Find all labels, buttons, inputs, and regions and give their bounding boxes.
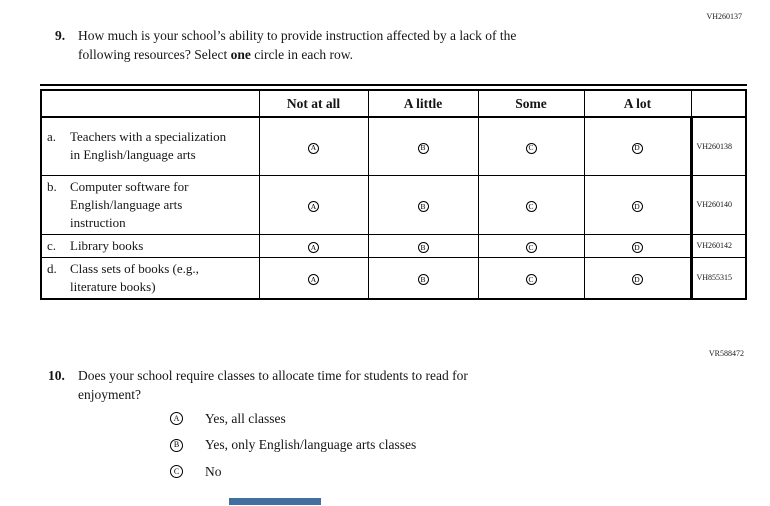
row-ref-code: VH260138 (691, 117, 746, 175)
question-10-number: 10. (48, 368, 65, 383)
row-text: Teachers with a specialization in English/language arts (70, 129, 227, 163)
answer-cell (584, 234, 691, 257)
row-ref-code: VH260140 (691, 175, 746, 234)
row-letter: a. (47, 129, 57, 145)
header-a-lot: A lot (584, 88, 691, 118)
row-text: Class sets of books (e.g., literature books) (70, 260, 199, 294)
footer-page-bar (229, 498, 321, 505)
answer-cell (259, 234, 368, 257)
q10-option (170, 438, 416, 453)
question-9 (55, 27, 516, 64)
answer-bubble-b[interactable]: B (418, 274, 429, 285)
answer-bubble-b[interactable]: B (418, 143, 429, 154)
answer-bubble-b[interactable]: B (418, 201, 429, 212)
row-label (41, 257, 259, 299)
table-header-row (41, 88, 746, 118)
answer-bubble-d[interactable]: D (632, 274, 643, 285)
row-label (41, 234, 259, 257)
answer-bubble-a[interactable]: A (170, 412, 183, 425)
row-text: Computer software for English/language arts instruction (70, 178, 189, 230)
answer-cell (368, 117, 478, 175)
answer-bubble-a[interactable]: A (308, 143, 319, 154)
answer-cell (478, 257, 584, 299)
answer-cell (478, 117, 584, 175)
answer-bubble-c[interactable]: C (526, 274, 537, 285)
q10-option (170, 411, 416, 426)
question-10-text: Does your school require classes to allocate time for students to read for enjoyment? (78, 368, 468, 402)
answer-bubble-d[interactable]: D (632, 201, 643, 212)
answer-cell (584, 257, 691, 299)
answer-cell (584, 117, 691, 175)
answer-cell (368, 175, 478, 234)
row-text: Library books (70, 237, 144, 253)
answer-bubble-a[interactable]: A (308, 201, 319, 212)
answer-bubble-a[interactable]: A (308, 242, 319, 253)
question-9-text: How much is your school’s ability to provide instruction affected by a lack of the following resources? Select one circle in each row. (78, 28, 517, 62)
q9-ref-code: VH260137 (706, 12, 742, 21)
question-9-number: 9. (55, 28, 66, 43)
row-letter: c. (47, 237, 57, 253)
row-label (41, 117, 259, 175)
answer-bubble-d[interactable]: D (632, 242, 643, 253)
answer-bubble-a[interactable]: A (308, 274, 319, 285)
answer-cell (259, 175, 368, 234)
header-not-at-all: Not at all (259, 88, 368, 118)
table-row (41, 234, 746, 257)
header-some: Some (478, 88, 584, 118)
answer-cell (584, 175, 691, 234)
row-label (41, 175, 259, 234)
answer-bubble-b[interactable]: B (170, 439, 183, 452)
answer-bubble-c[interactable]: C (526, 143, 537, 154)
header-a-little: A little (368, 88, 478, 118)
q10-option-label: Yes, only English/language arts classes (205, 437, 417, 452)
row-ref-code: VH855315 (691, 257, 746, 299)
q10-ref-code: VR588472 (708, 349, 744, 358)
header-blank (41, 88, 259, 118)
answer-cell (478, 234, 584, 257)
question-10-options (170, 411, 416, 491)
table-row (41, 257, 746, 299)
answer-cell (368, 257, 478, 299)
q10-option-label: No (205, 463, 222, 479)
resources-table-wrap (40, 84, 747, 300)
answer-cell (368, 234, 478, 257)
header-code-blank (691, 88, 746, 118)
answer-cell (259, 257, 368, 299)
row-letter: b. (47, 178, 57, 194)
resources-table-body (41, 117, 746, 299)
answer-bubble-b[interactable]: B (418, 242, 429, 253)
q10-option (170, 464, 416, 479)
answer-cell (259, 117, 368, 175)
table-row (41, 117, 746, 175)
answer-bubble-c[interactable]: C (526, 242, 537, 253)
row-ref-code: VH260142 (691, 234, 746, 257)
answer-bubble-d[interactable]: D (632, 143, 643, 154)
answer-bubble-c[interactable]: C (170, 465, 183, 478)
table-row (41, 175, 746, 234)
answer-bubble-c[interactable]: C (526, 201, 537, 212)
q10-option-label: Yes, all classes (205, 410, 286, 426)
question-10 (48, 367, 468, 404)
resources-table (40, 84, 747, 300)
row-letter: d. (47, 260, 57, 276)
answer-cell (478, 175, 584, 234)
